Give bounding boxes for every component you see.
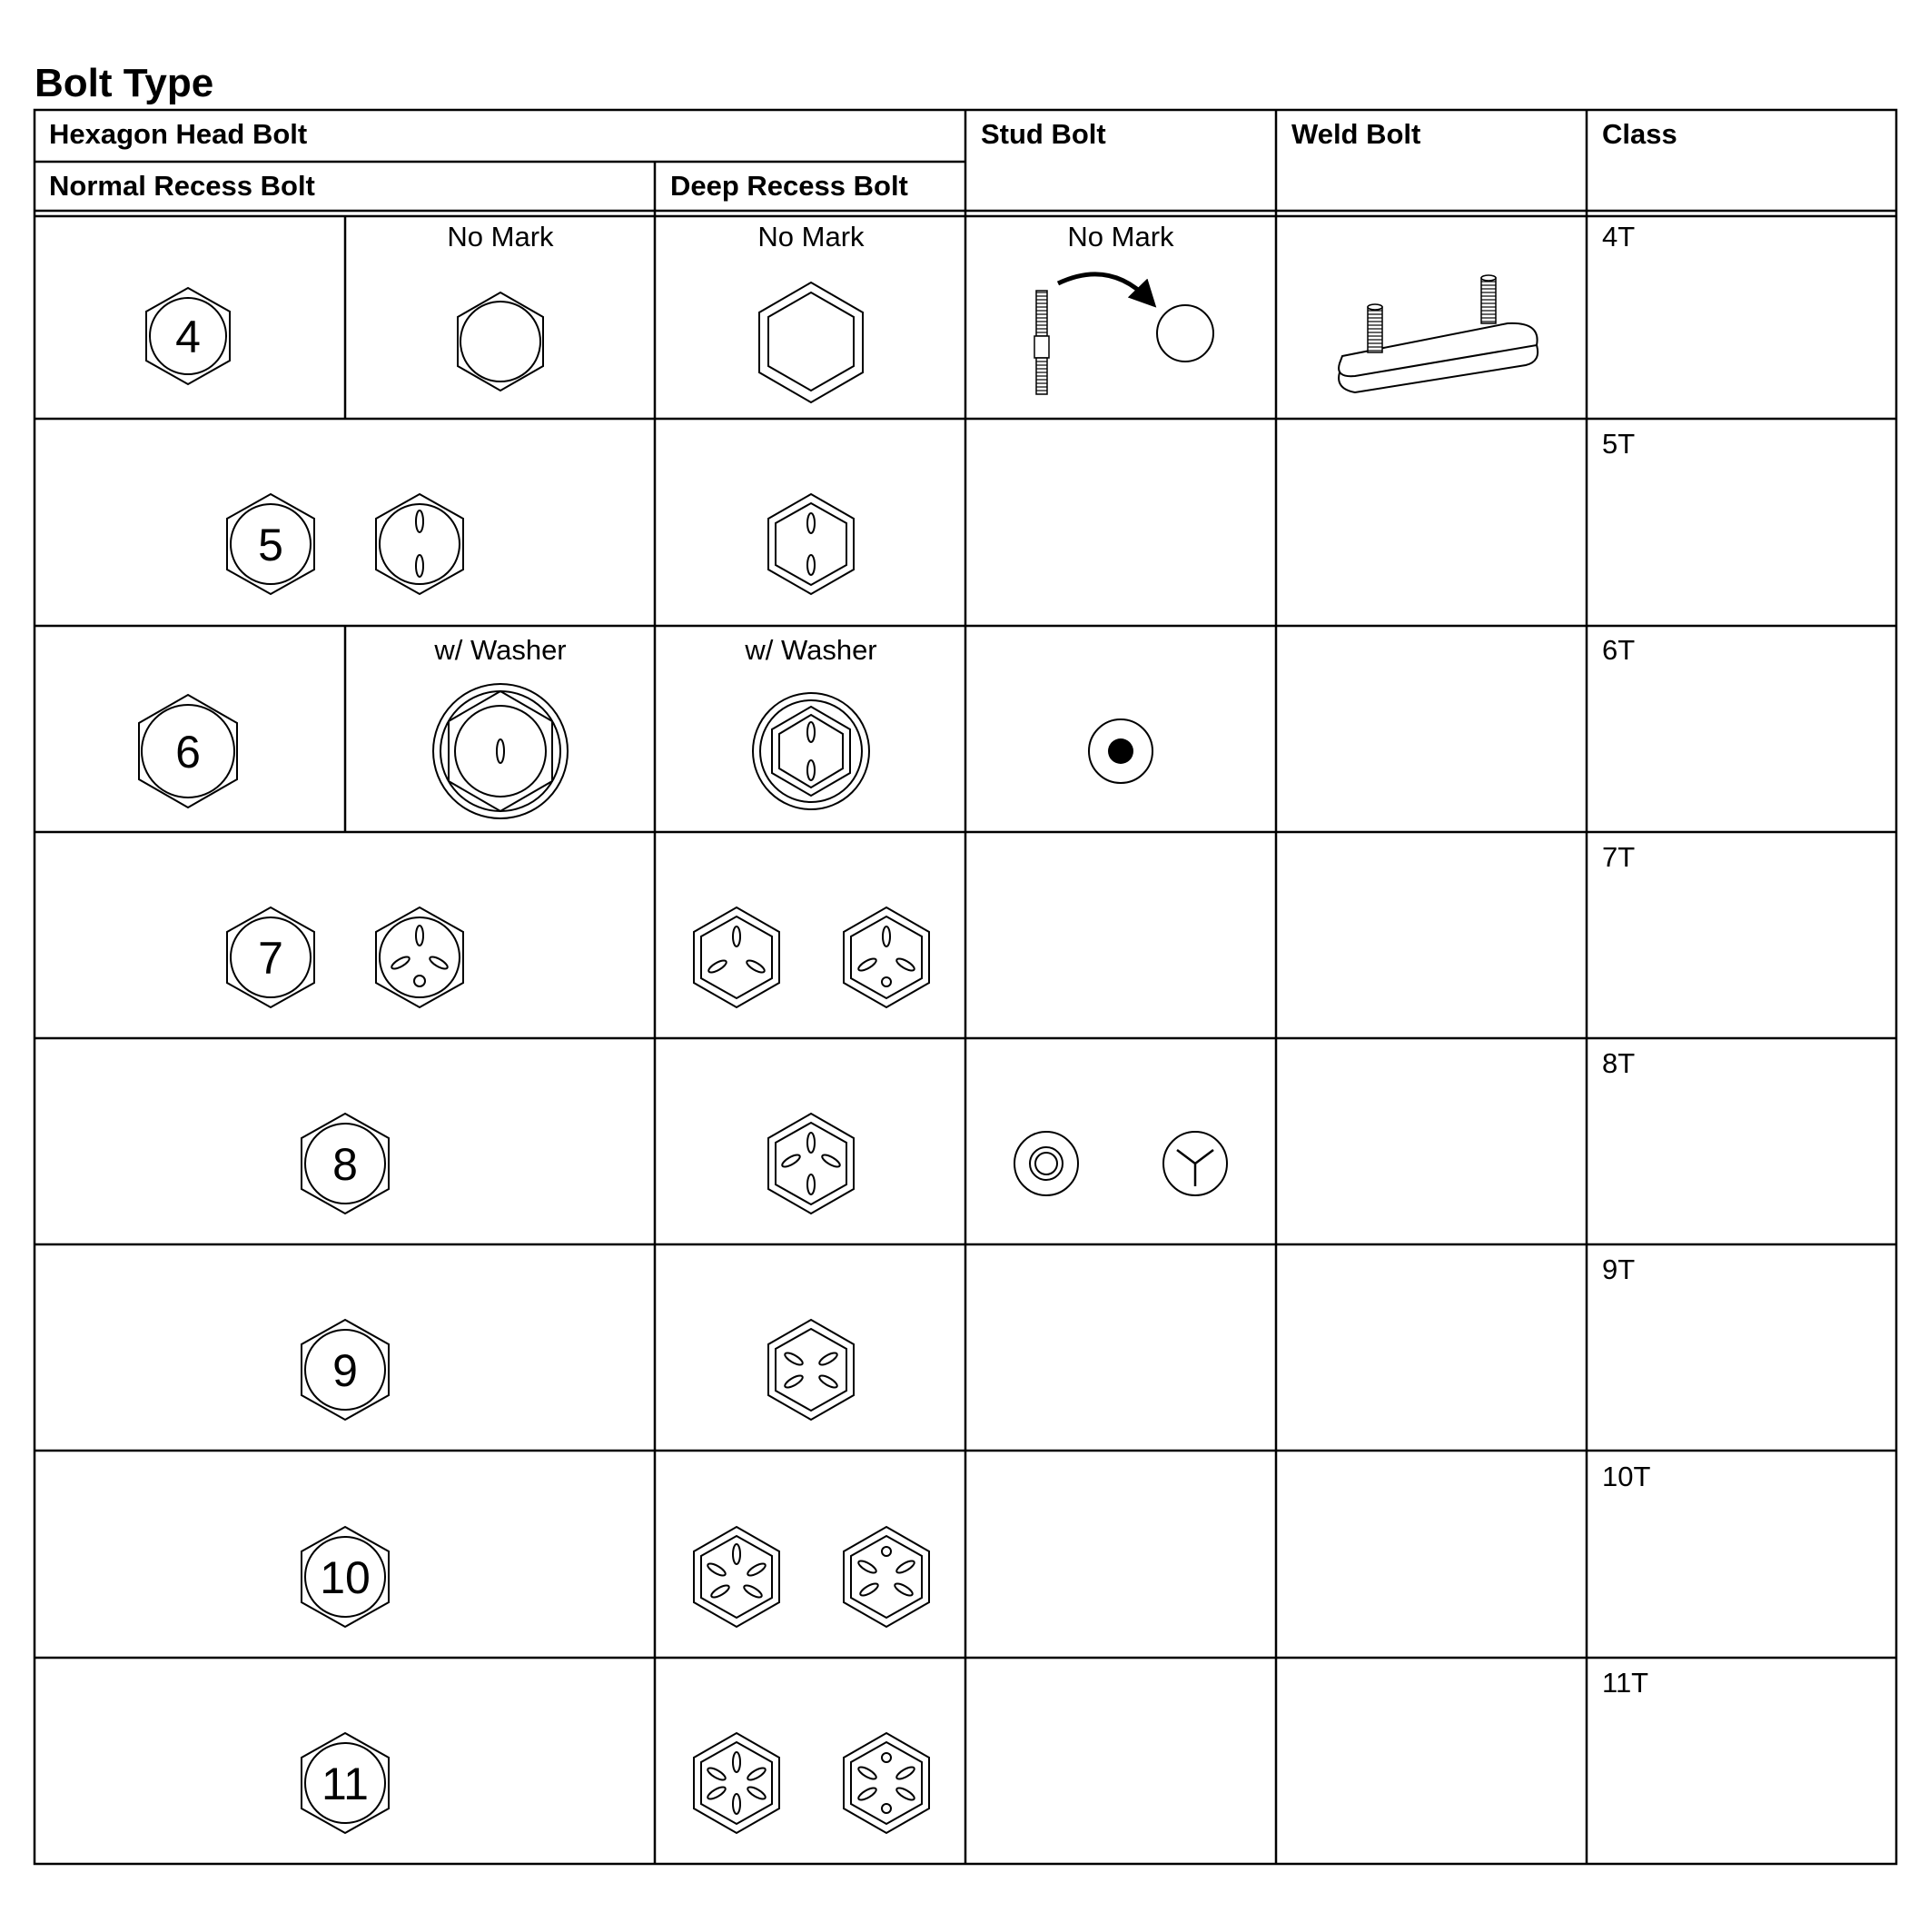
- head-number: 11: [322, 1759, 369, 1809]
- weld-bolt-icon: [1339, 275, 1538, 392]
- class-label: 7T: [1602, 841, 1636, 873]
- head-number: 4: [175, 312, 201, 362]
- no-mark-hex-head-icon: [458, 292, 543, 391]
- class-label: 6T: [1602, 634, 1636, 666]
- header-stud-bolt: Stud Bolt: [981, 118, 1106, 150]
- hex-head-three-line-mark-icon: [376, 907, 463, 1007]
- deep-recess-three-line-mark-icon: [694, 907, 779, 1007]
- note-no-mark: No Mark: [447, 221, 554, 253]
- deep-recess-three-line-dot-mark-icon: [844, 907, 929, 1007]
- class-label: 11T: [1602, 1667, 1649, 1699]
- header-class: Class: [1602, 118, 1677, 150]
- stud-bolt-icon: [1034, 291, 1049, 394]
- header-hexagon-head-bolt: Hexagon Head Bolt: [49, 118, 308, 150]
- hex-head-9-icon: [302, 1320, 389, 1420]
- stud-end-no-mark-icon: [1157, 305, 1213, 362]
- hex-head-5-icon: [227, 494, 314, 594]
- stud-bolt-y-mark-icon: [1163, 1132, 1227, 1195]
- diagram-title: Bolt Type: [35, 61, 214, 105]
- note-with-washer: w/ Washer: [745, 634, 877, 666]
- note-with-washer: w/ Washer: [434, 634, 567, 666]
- stud-bolt-double-ring-mark-icon: [1014, 1132, 1078, 1195]
- class-label: 5T: [1602, 428, 1636, 460]
- hex-head-7-icon: [227, 907, 314, 1007]
- washer-bolt-one-line-mark-icon: [433, 684, 568, 818]
- hex-head-two-line-mark-icon: [376, 494, 463, 594]
- head-number: 5: [258, 520, 283, 570]
- hex-head-8-icon: [302, 1114, 389, 1214]
- head-number: 6: [175, 727, 201, 778]
- note-no-mark: No Mark: [1067, 221, 1174, 253]
- stud-bolt-dot-mark-icon: [1089, 719, 1152, 783]
- deep-recess-washer-two-line-mark-icon: [753, 693, 869, 809]
- deep-recess-six-line-mark-icon: [694, 1733, 779, 1833]
- header-normal-recess-bolt: Normal Recess Bolt: [49, 170, 315, 202]
- deep-recess-four-diagonal-mark-icon: [768, 1320, 854, 1420]
- class-labels: [1602, 221, 1650, 1699]
- hex-head-4-icon: [146, 288, 230, 384]
- deep-recess-no-mark-hex-icon: [759, 282, 863, 402]
- class-label: 9T: [1602, 1253, 1636, 1285]
- deep-recess-four-line-dot-mark-icon: [844, 1527, 929, 1627]
- head-number: 9: [332, 1345, 358, 1396]
- note-no-mark: No Mark: [757, 221, 865, 253]
- head-number: 10: [320, 1552, 371, 1603]
- class-label: 10T: [1602, 1461, 1651, 1492]
- class-label: 4T: [1602, 221, 1636, 253]
- hex-head-6-icon: [139, 695, 237, 807]
- arrow-icon: [1058, 274, 1149, 300]
- deep-recess-four-line-mark-icon: [768, 1114, 854, 1214]
- deep-recess-two-line-mark-icon: [768, 494, 854, 594]
- deep-recess-five-line-mark-icon: [694, 1527, 779, 1627]
- head-number: 7: [258, 933, 283, 984]
- hex-head-11-icon: [302, 1733, 389, 1833]
- hex-head-10-icon: [302, 1527, 389, 1627]
- header-deep-recess-bolt: Deep Recess Bolt: [670, 170, 908, 202]
- head-number: 8: [332, 1139, 358, 1190]
- class-label: 8T: [1602, 1047, 1636, 1079]
- header-weld-bolt: Weld Bolt: [1291, 118, 1421, 150]
- deep-recess-four-line-two-dot-mark-icon: [844, 1733, 929, 1833]
